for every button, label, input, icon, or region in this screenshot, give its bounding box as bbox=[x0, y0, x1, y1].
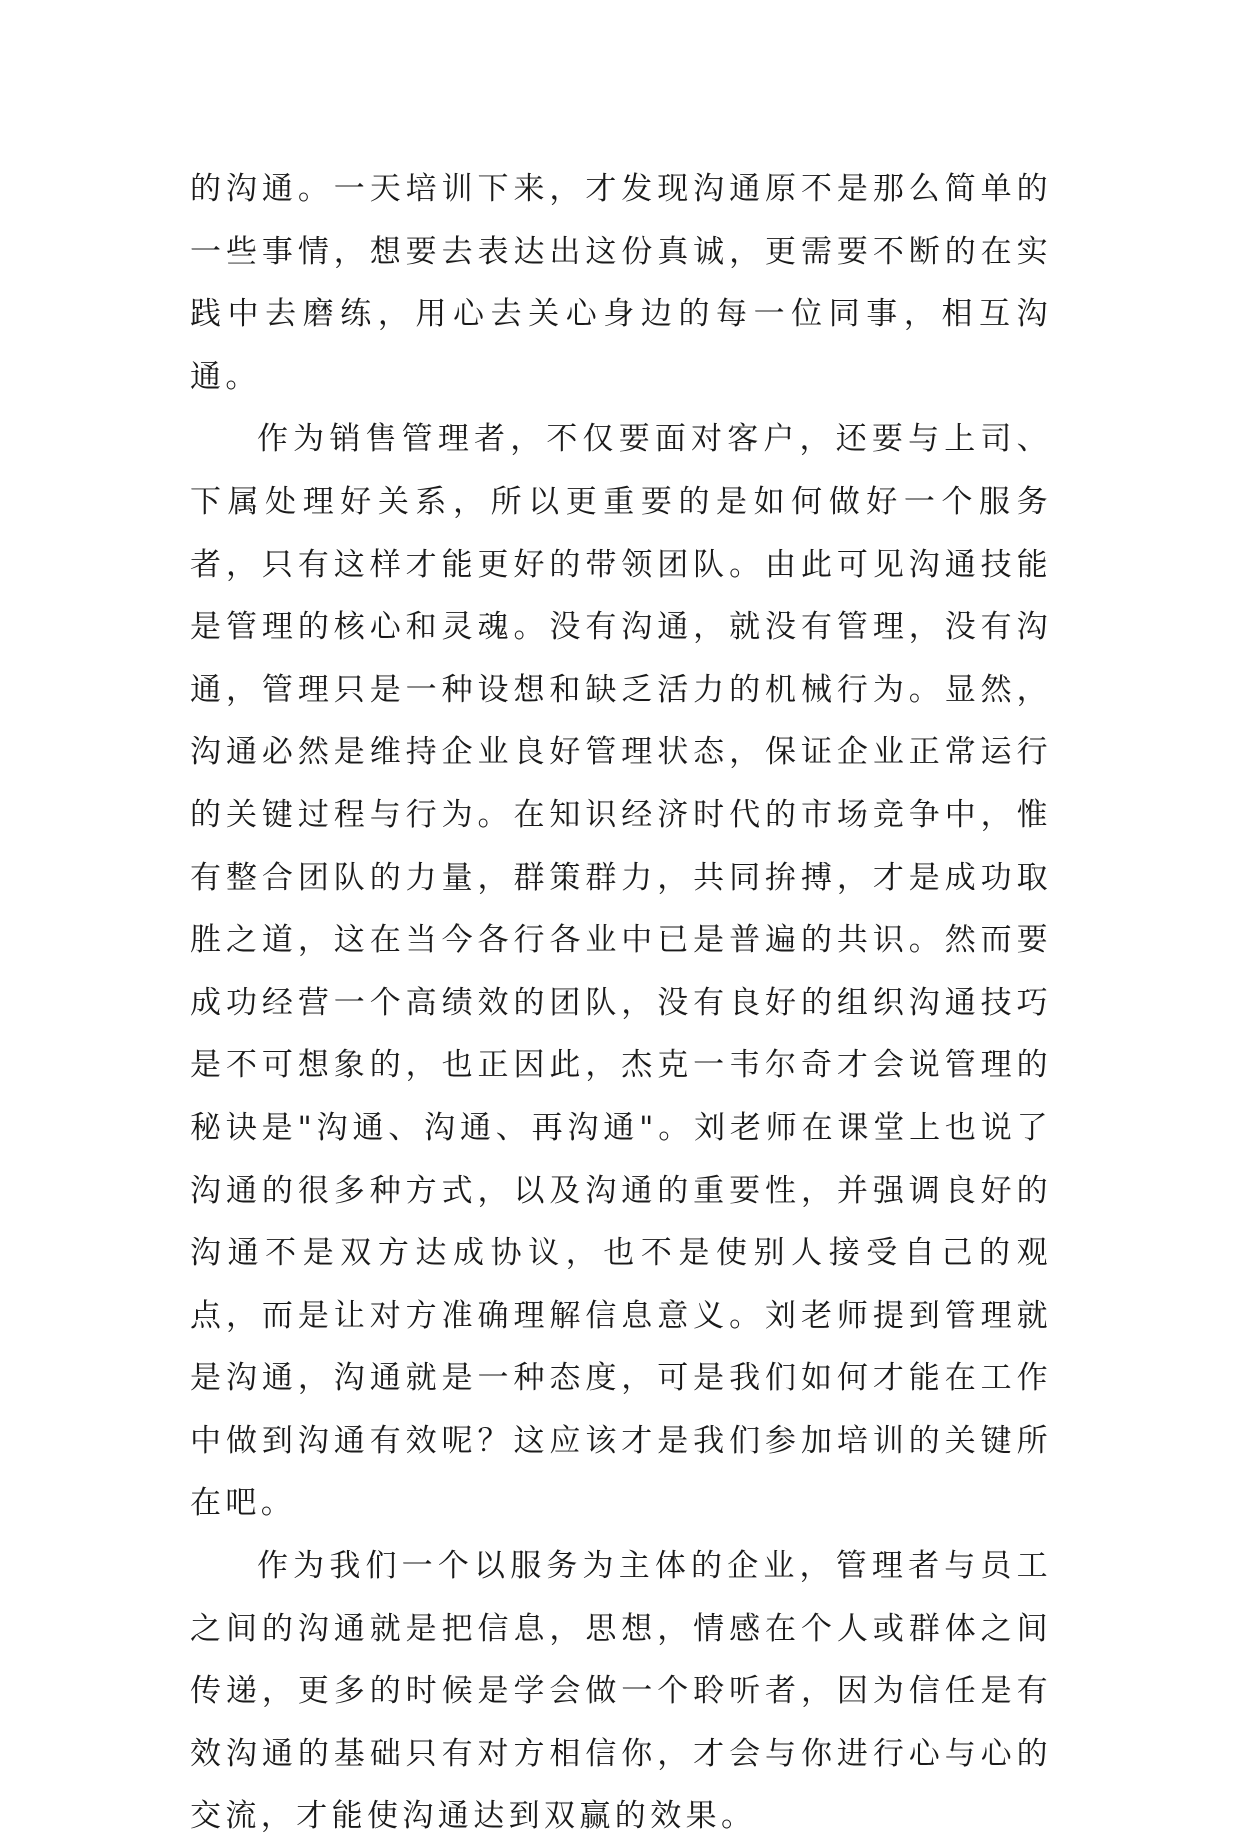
document-body bbox=[190, 158, 1052, 1848]
paragraph-sales-manager: 作为销售管理者，不仅要面对客户，还要与上司、下属处理好关系，所以更重要的是如何做好一个服务者，只有这样才能更好的带领团队。由此可见沟通技能是管理的核心和灵魂。没有沟通，就没有管理，没有沟通，管理只是一种设想和缺乏活力的机械行为。显然，沟通必然是维持企业良好管理状态，保证企业正常运行的关键过程与行为。在知识经济时代的市场竞争中，惟有整合团队的力量，群策群力，共同拚搏，才是成功取胜之道，这在当今各行各业中已是普遍的共识。然而要成功经营一个高绩效的团队，没有良好的组织沟通技巧是不可想象的，也正因此，杰克一韦尔奇才会说管理的秘诀是"沟通、沟通、再沟通"。刘老师在课堂上也说了沟通的很多种方式，以及沟通的重要性，并强调良好的沟通不是双方达成协议，也不是使别人接受自己的观点，而是让对方准确理解信息意义。刘老师提到管理就是沟通，沟通就是一种态度，可是我们如何才能在工作中做到沟通有效呢？这应该才是我们参加培训的关键所在吧。 bbox=[190, 421, 1052, 1522]
paragraph-service-enterprise: 作为我们一个以服务为主体的企业，管理者与员工之间的沟通就是把信息，思想，情感在个人或群体之间传递，更多的时候是学会做一个聆听者，因为信任是有效沟通的基础只有对方相信你，才会与你进行心与心的交流，才能使沟通达到双赢的效果。 bbox=[190, 1548, 1052, 1835]
paragraph-continuation: 的沟通。一天培训下来，才发现沟通原不是那么简单的一些事情，想要去表达出这份真诚，更需要不断的在实践中去磨练，用心去关心身边的每一位同事，相互沟通。 bbox=[190, 171, 1052, 395]
